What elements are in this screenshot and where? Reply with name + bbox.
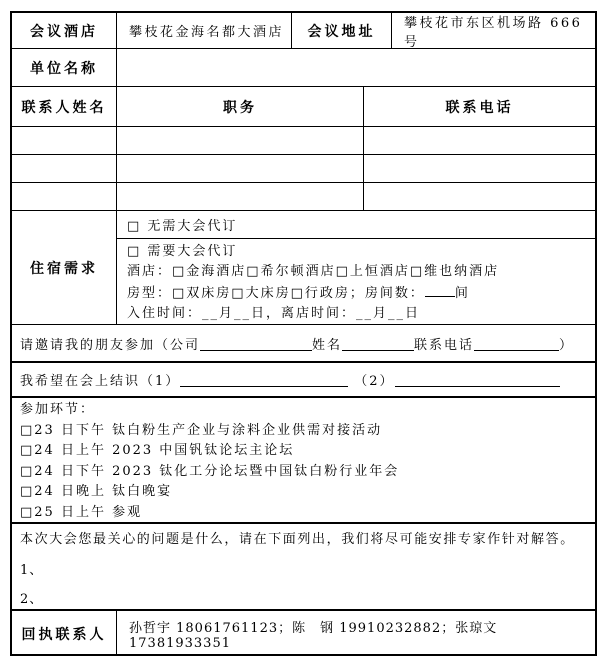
question-item-2[interactable]: 2、 bbox=[20, 592, 44, 607]
reply-contact-label: 回执联系人 bbox=[12, 611, 117, 656]
contact-row-1 bbox=[12, 127, 595, 155]
row-conference-info bbox=[12, 13, 595, 49]
invite-close-paren: ） bbox=[559, 337, 575, 353]
contact-name-field[interactable] bbox=[12, 127, 117, 154]
contact-title-field[interactable] bbox=[117, 155, 364, 182]
invite-phone-label: 联系电话 bbox=[414, 337, 475, 353]
session-checkbox-option-4[interactable]: □24 日晚上 钛白晚宴 bbox=[20, 484, 173, 499]
accommodation-options bbox=[117, 211, 595, 324]
meet-blank-line-2[interactable] bbox=[395, 372, 560, 387]
invite-name-label: 姓名 bbox=[312, 337, 343, 353]
session-checkbox-option-3[interactable]: □24 日下午 2023 钛化工分论坛暨中国钛白粉行业年会 bbox=[20, 463, 400, 479]
need-booking-checkbox-option[interactable]: □ 需要大会代订 bbox=[127, 244, 238, 259]
row-invite-friend bbox=[12, 325, 595, 363]
row-reply-contacts bbox=[12, 611, 595, 656]
registration-form-table bbox=[10, 11, 597, 656]
contact-phone-field[interactable] bbox=[364, 183, 595, 210]
no-booking-checkbox-option[interactable]: □ 无需大会代订 bbox=[117, 211, 595, 239]
need-booking-section bbox=[117, 239, 595, 324]
contact-phone-field[interactable] bbox=[364, 127, 595, 154]
room-count-blank-line[interactable] bbox=[425, 282, 455, 297]
conference-hotel-label: 会议酒店 bbox=[12, 13, 117, 48]
conference-address-label: 会议地址 bbox=[292, 13, 392, 48]
conference-hotel-value: 攀枝花金海名都大酒店 bbox=[117, 13, 292, 48]
room-type-options[interactable] bbox=[127, 282, 585, 304]
row-accommodation bbox=[12, 211, 595, 325]
invite-prefix-text: 请邀请我的朋友参加（公司 bbox=[20, 337, 201, 353]
company-name-field[interactable] bbox=[117, 49, 595, 86]
contact-name-field[interactable] bbox=[12, 155, 117, 182]
friend-phone-blank-line[interactable] bbox=[474, 336, 559, 351]
contact-phone-header: 联系电话 bbox=[445, 99, 514, 116]
question-item-1[interactable]: 1、 bbox=[20, 563, 44, 578]
company-name-label: 单位名称 bbox=[12, 49, 117, 86]
meet-blank-line-1[interactable] bbox=[180, 372, 348, 387]
room-type-text: 房型：□双床房□大床房□行政房；房间数： bbox=[127, 286, 425, 301]
friend-company-blank-line[interactable] bbox=[200, 336, 312, 351]
sessions-title: 参加环节： bbox=[20, 402, 96, 417]
contact-title-field[interactable] bbox=[117, 127, 364, 154]
session-checkbox-option-5[interactable]: □25 日上午 参观 bbox=[20, 504, 143, 520]
question-prompt-text: 本次大会您最关心的问题是什么，请在下面列出，我们将尽可能安排专家作针对解答。 bbox=[20, 532, 575, 547]
contact-name-field[interactable] bbox=[12, 183, 117, 210]
reply-contact-value: 孙哲宇 18061761123；陈 钢 19910232882；张琼文 17381933351 bbox=[129, 620, 498, 651]
row-sessions bbox=[12, 398, 595, 524]
contact-row-2 bbox=[12, 155, 595, 183]
room-unit-text: 间 bbox=[454, 286, 470, 301]
meet-prefix-text: 我希望在会上结识（1） bbox=[20, 374, 181, 389]
friend-name-blank-line[interactable] bbox=[342, 336, 414, 351]
session-checkbox-option-1[interactable]: □23 日下午 钛白粉生产企业与涂料企业供需对接活动 bbox=[20, 422, 383, 438]
checkin-checkout-line[interactable]: 入住时间：__月__日，离店时间：__月__日 bbox=[127, 306, 421, 321]
contact-phone-field[interactable] bbox=[364, 155, 595, 182]
contact-title-header: 职务 bbox=[117, 87, 364, 126]
contact-row-3 bbox=[12, 183, 595, 211]
row-company-name bbox=[12, 49, 595, 87]
conference-address-value: 攀枝花市东区机场路 666 号 bbox=[404, 15, 583, 50]
row-contacts-header bbox=[12, 87, 595, 127]
session-checkbox-option-2[interactable]: □24 日上午 2023 中国钒钛论坛主论坛 bbox=[20, 443, 295, 458]
hotel-checkbox-options[interactable]: 酒店：□金海酒店□希尔顿酒店□上恒酒店□维也纳酒店 bbox=[127, 264, 500, 279]
contact-name-header: 联系人姓名 bbox=[12, 87, 117, 126]
row-hope-to-meet bbox=[12, 363, 595, 398]
row-questions bbox=[12, 524, 595, 611]
meet-second-label: （2） bbox=[354, 374, 395, 389]
contact-title-field[interactable] bbox=[117, 183, 364, 210]
accommodation-label: 住宿需求 bbox=[12, 211, 117, 324]
